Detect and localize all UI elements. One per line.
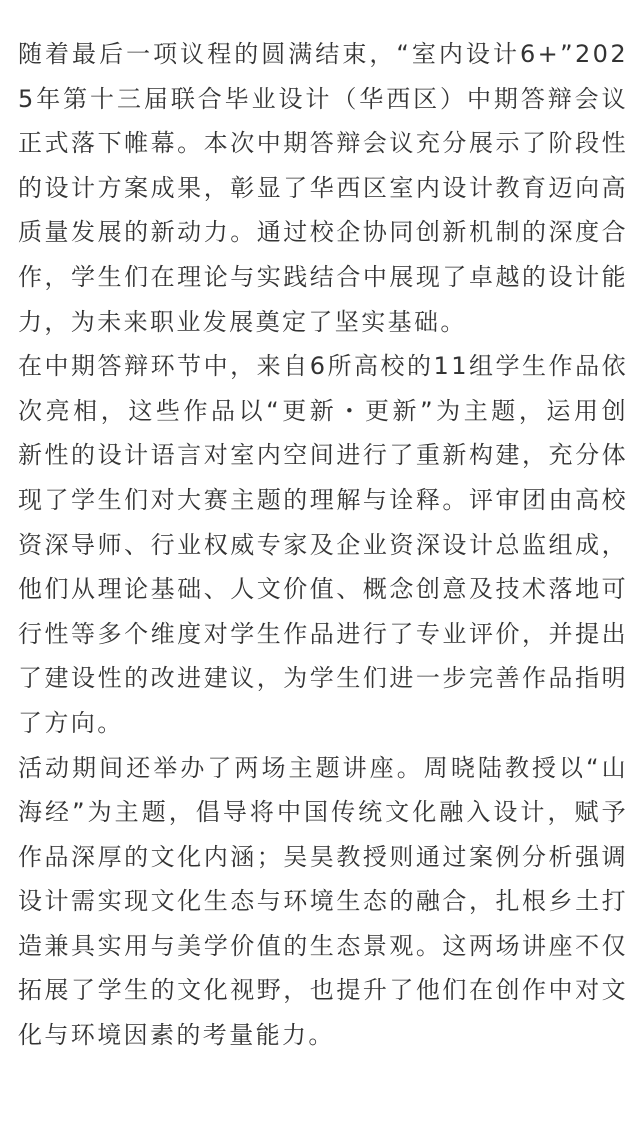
paragraph-closing-ceremony: 随着最后一项议程的圆满结束，“室内设计6+”2025年第十三届联合毕业设计（华西区）中期答辩会议正式落下帷幕。本次中期答辩会议充分展示了阶段性的设计方案成果，彰显了华西区室内设计教育迈向高质量发展的新动力。通过校企协同创新机制的深度合作，学生们在理论与实践结合中展现了卓越的设计能力，为未来职业发展奠定了坚实基础。 [18,40,628,336]
paragraph-lectures: 活动期间还举办了两场主题讲座。周晓陆教授以“山海经”为主题，倡导将中国传统文化融入设计，赋予作品深厚的文化内涵；吴昊教授则通过案例分析强调设计需实现文化生态与环境生态的融合，扎根乡土打造兼具实用与美学价值的生态景观。这两场讲座不仅拓展了学生的文化视野，也提升了他们在创作中对文化与环境因素的考量能力。 [18,753,628,1050]
paragraph-defense-session: 在中期答辩环节中，来自6所高校的11组学生作品依次亮相，这些作品以“更新・更新”为主题，运用创新性的设计语言对室内空间进行了重新构建，充分体现了学生们对大赛主题的理解与诠释。评审团由高校资深导师、行业权威专家及企业资深设计总监组成，他们从理论基础、人文价值、概念创意及技术落地可行性等多个维度对学生作品进行了专业评价，并提出了建设性的改进建议，为学生们进一步完善作品指明了方向。 [18,352,628,737]
